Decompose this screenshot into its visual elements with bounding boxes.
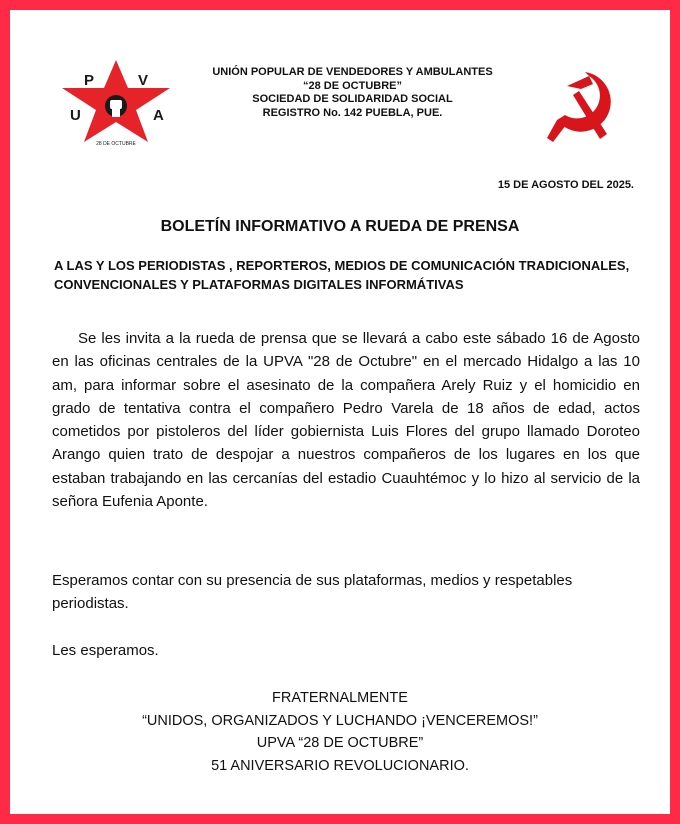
header-org-date: “28 DE OCTUBRE” <box>302 79 403 92</box>
logo-letter-a: A <box>153 107 164 124</box>
header-org-type: SOCIEDAD DE SOLIDARIDAD SOCIAL <box>252 93 453 105</box>
hammer-and-sickle-icon <box>545 64 627 146</box>
logo-letter-v: V <box>138 72 149 89</box>
document-date: 15 DE AGOSTO DEL 2025. <box>497 179 634 191</box>
addressee-block <box>54 256 644 294</box>
header-org-name: UNIÓN POPULAR DE VENDEDORES Y AMBULANTES <box>212 66 493 78</box>
document-page <box>10 10 670 814</box>
invitation-paragraph: Esperamos contar con su presencia de sus plataformas, medios y respetables periodistas. <box>52 572 573 613</box>
closing-org: UPVA “28 DE OCTUBRE” <box>256 735 424 751</box>
logo-letter-p: P <box>84 72 95 89</box>
closing-anniversary: 51 ANIVERSARIO REVOLUCIONARIO. <box>211 757 469 774</box>
greeting: Les esperamos. <box>52 642 159 659</box>
addressee-line: CONVENCIONALES Y PLATAFORMAS DIGITALES INFORMÁTIVAS <box>54 277 464 292</box>
closing-slogan: “UNIDOS, ORGANIZADOS Y LUCHANDO ¡VENCEREMOS!” <box>142 712 538 729</box>
addressee-line: A LAS Y LOS PERIODISTAS , REPORTEROS, MEDIOS DE COMUNICACIÓN TRADICIONALES, <box>54 258 630 273</box>
organization-header <box>180 66 525 120</box>
header-registry: REGISTRO No. 142 PUEBLA, PUE. <box>262 106 443 119</box>
logo-letter-u: U <box>70 107 81 124</box>
logo-caption: 28 DE OCTUBRE <box>96 141 136 146</box>
body-paragraph <box>52 327 640 513</box>
closing-line: FRATERNALMENTE <box>272 690 408 706</box>
closing-block <box>10 687 670 777</box>
body-text: Se les invita a la rueda de prensa que se llevará a cabo este sábado 16 de Agosto en las oficinas centrales de la UPVA "28 de Octubre" en el mercado Hidalgo a las 10 am, para informar sobre el asesinato de la compañera Arely Ruiz y el homicidio en grado de tentativa contra el compañero Pedro Varela de 18 años de edad, actos cometidos por pistoleros del líder gobiernista Luis Flores del grupo llamado Doroteo Arango quien trato de despojar a nuestros compañeros de los lugares en los que estaban trabajando en las cercanías del estadio Cuauhtémoc y lo hizo al servicio de la señora Eufenia Aponte. <box>52 330 640 511</box>
document-title: BOLETÍN INFORMATIVO A RUEDA DE PRENSA <box>160 218 520 235</box>
upva-logo <box>60 60 172 146</box>
